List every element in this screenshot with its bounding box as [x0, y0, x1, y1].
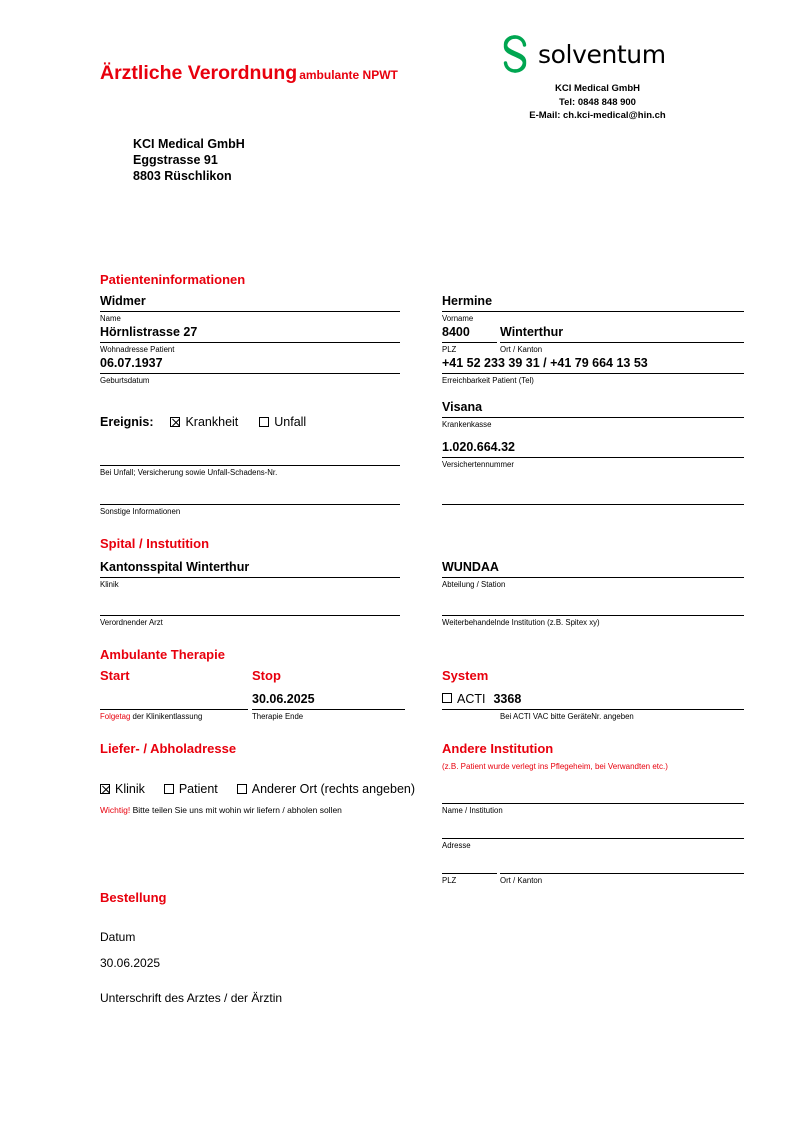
order-datum-value[interactable]: 30.06.2025: [100, 956, 161, 970]
field-name-value[interactable]: Widmer: [100, 294, 146, 308]
field-verordnender-arzt-label: Verordnender Arzt: [100, 618, 163, 627]
field-unfall-versicherung-label: Bei Unfall; Versicherung sowie Unfall-Schadens-Nr.: [100, 468, 278, 477]
section-heading-patient: Patienteninformationen: [100, 272, 246, 287]
checkbox-delivery-klinik-label: Klinik: [115, 782, 145, 796]
checkbox-delivery-patient-label: Patient: [178, 782, 218, 796]
checkbox-unfall[interactable]: [259, 417, 269, 427]
field-erreichbarkeit-value[interactable]: +41 52 233 39 31 / +41 79 664 13 53: [442, 356, 648, 370]
field-geburtsdatum-value[interactable]: 06.07.1937: [100, 356, 163, 370]
field-klinik-label: Klinik: [100, 580, 119, 589]
logo: [500, 34, 695, 74]
field-versichertennummer-label: Versichertennummer: [442, 460, 514, 469]
field-ort: [500, 325, 744, 355]
field-other-ort-label: Ort / Kanton: [500, 876, 543, 885]
field-wohnadresse-value[interactable]: Hörnlistrasse 27: [100, 325, 198, 339]
section-heading-therapie: Ambulante Therapie: [100, 647, 225, 662]
other-institution-subheading: (z.B. Patient wurde verlegt ins Pflegeheim, bei Verwandten etc.): [442, 762, 668, 771]
field-klinik-value[interactable]: Kantonsspital Winterthur: [100, 560, 250, 574]
field-weiterbehandelnde-label: Weiterbehandelnde Institution (z.B. Spitex xy): [442, 618, 600, 627]
brand-name: solventum: [538, 39, 666, 69]
subheading-start: Start: [100, 668, 130, 683]
recipient-line-2: Eggstrasse 91: [133, 153, 218, 167]
brand-block: [500, 34, 695, 123]
field-sonstige-label: Sonstige Informationen: [100, 507, 181, 516]
field-krankenkasse-label: Krankenkasse: [442, 420, 492, 429]
checkbox-krankheit[interactable]: [170, 417, 180, 427]
field-system-number[interactable]: 3368: [493, 692, 522, 706]
recipient-line-3: 8803 Rüschlikon: [133, 169, 232, 183]
field-vorname-label: Vorname: [442, 314, 474, 323]
delivery-note: [100, 805, 342, 815]
field-system: [442, 692, 744, 722]
subheading-system: System: [442, 668, 489, 683]
delivery-note-text: Bitte teilen Sie uns mit wohin wir liefern / abholen sollen: [132, 805, 342, 815]
field-right-spacer-value: [442, 487, 744, 504]
field-klinik: [100, 560, 400, 590]
field-plz: [442, 325, 497, 355]
field-sonstige-value[interactable]: [100, 487, 400, 504]
field-stop: [252, 692, 405, 722]
field-geburtsdatum: [100, 356, 400, 386]
field-abteilung: [442, 560, 744, 590]
field-weiterbehandelnde-value[interactable]: [442, 598, 744, 615]
field-krankenkasse-value[interactable]: Visana: [442, 400, 483, 414]
field-versichertennummer-value[interactable]: 1.020.664.32: [442, 440, 515, 454]
contact-email: E-Mail: ch.kci-medical@hin.ch: [529, 110, 666, 121]
page-title: [100, 62, 398, 85]
checkbox-acti[interactable]: [442, 693, 452, 703]
field-start-label-rest: der Klinikentlassung: [132, 712, 203, 721]
field-other-plz-value[interactable]: [442, 856, 497, 873]
section-heading-institution: Spital / Instutition: [100, 536, 210, 551]
contact-company: KCI Medical GmbH: [555, 83, 640, 94]
field-plz-label: PLZ: [442, 345, 457, 354]
field-vorname: [442, 294, 744, 324]
checkbox-delivery-klinik[interactable]: [100, 784, 110, 794]
checkbox-delivery-patient[interactable]: [164, 784, 174, 794]
order-signature-label: Unterschrift des Arztes / der Ärztin: [100, 991, 283, 1005]
ereignis-row: [100, 415, 306, 429]
field-plz-value[interactable]: 8400: [442, 325, 470, 339]
field-other-name-label: Name / Institution: [442, 806, 503, 815]
field-abteilung-value[interactable]: WUNDAA: [442, 560, 499, 574]
field-ort-label: Ort / Kanton: [500, 345, 543, 354]
field-start-label: [100, 710, 248, 722]
field-stop-value[interactable]: 30.06.2025: [252, 692, 315, 706]
field-system-name: ACTI: [457, 692, 486, 706]
field-system-value: [442, 692, 744, 709]
checkbox-krankheit-label: Krankheit: [185, 415, 239, 429]
field-name-label: Name: [100, 314, 121, 323]
subheading-stop: Stop: [252, 668, 281, 683]
field-other-adresse: [442, 821, 744, 851]
section-heading-delivery: Liefer- / Abholadresse: [100, 741, 237, 756]
field-wohnadresse-label: Wohnadresse Patient: [100, 345, 175, 354]
field-system-label: Bei ACTI VAC bitte GeräteNr. angeben: [500, 712, 634, 721]
field-erreichbarkeit-label: Erreichbarkeit Patient (Tel): [442, 376, 534, 385]
field-other-adresse-label: Adresse: [442, 841, 471, 850]
page-title-sub: ambulante NPWT: [299, 68, 398, 82]
delivery-options: [100, 782, 415, 796]
field-verordnender-arzt-value[interactable]: [100, 598, 400, 615]
checkbox-unfall-label: Unfall: [274, 415, 307, 429]
field-erreichbarkeit: [442, 356, 744, 386]
field-name: [100, 294, 400, 324]
field-right-spacer: [442, 487, 744, 505]
field-unfall-versicherung-value[interactable]: [100, 448, 400, 465]
field-other-plz: [442, 856, 497, 886]
field-other-adresse-value[interactable]: [442, 821, 744, 838]
recipient-address: [133, 136, 245, 184]
field-other-name-value[interactable]: [442, 786, 744, 803]
field-ort-value[interactable]: Winterthur: [500, 325, 564, 339]
field-wohnadresse: [100, 325, 400, 355]
checkbox-delivery-anderer-ort[interactable]: [237, 784, 247, 794]
field-verordnender-arzt: [100, 598, 400, 628]
field-weiterbehandelnde: [442, 598, 744, 628]
field-vorname-value[interactable]: Hermine: [442, 294, 493, 308]
field-sonstige: [100, 487, 400, 517]
field-other-name: [442, 786, 744, 816]
field-other-ort-value[interactable]: [500, 856, 744, 873]
section-heading-other-institution: Andere Institution: [442, 741, 554, 756]
page-title-main: Ärztliche Verordnung: [100, 62, 298, 84]
field-other-plz-label: PLZ: [442, 876, 457, 885]
solventum-logo-icon: [500, 34, 530, 74]
field-geburtsdatum-label: Geburtsdatum: [100, 376, 150, 385]
contact-tel: Tel: 0848 848 900: [559, 96, 636, 108]
order-datum-label: Datum: [100, 930, 136, 944]
field-unfall-versicherung: [100, 448, 400, 478]
checkbox-delivery-anderer-ort-label: Anderer Ort (rechts angeben): [251, 782, 416, 796]
field-versichertennummer: [442, 440, 744, 470]
delivery-note-highlight: Wichtig!: [100, 805, 131, 815]
field-other-ort: [500, 856, 744, 886]
field-start-label-red: Folgetag: [100, 712, 131, 721]
field-abteilung-label: Abteilung / Station: [442, 580, 506, 589]
ereignis-label: Ereignis:: [100, 415, 154, 429]
field-start: [100, 692, 248, 722]
field-rule: [442, 504, 744, 505]
field-krankenkasse: [442, 400, 744, 430]
contact-block: [500, 82, 695, 123]
field-start-value[interactable]: [100, 692, 248, 709]
recipient-line-1: KCI Medical GmbH: [133, 137, 245, 151]
field-stop-label: Therapie Ende: [252, 712, 304, 721]
section-heading-order: Bestellung: [100, 890, 167, 905]
